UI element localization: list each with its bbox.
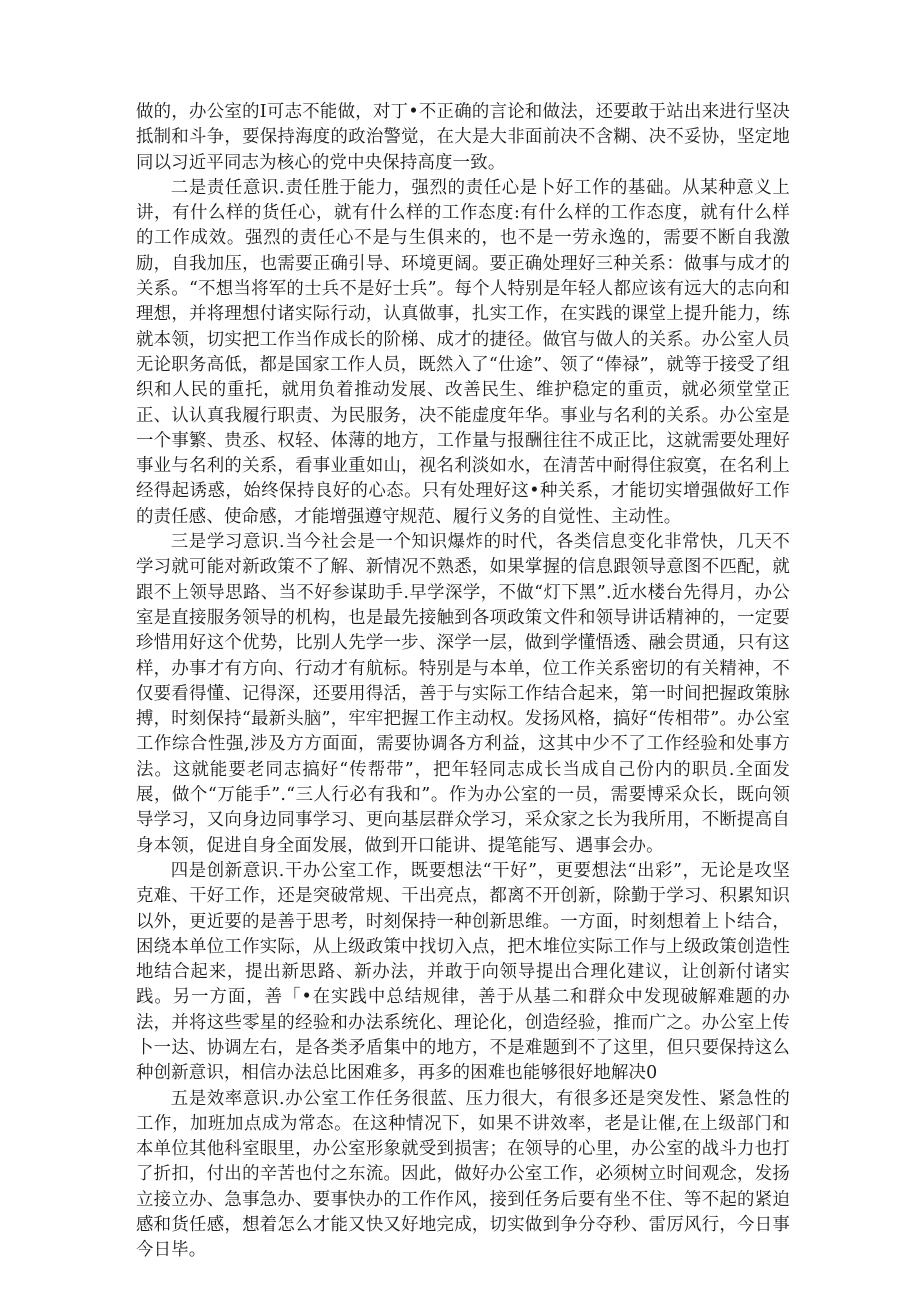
paragraph-continuation: 做的，办公室的I可志不能做，对丁•不正确的言论和做法，还要敢于站出来进行坚决抵制和斗争，要保持海度的政治警觉，在大是大非面前决不含糊、决不妥协，坚定地同以习近平同志为核心的党中央保持高度一致。 <box>136 102 790 173</box>
paragraph-learning: 三是学习意识.当今社会是一个知识爆炸的时代，各类信息变化非常快，几天不学习就可能对新政策不了解、新情况不熟悉，如果掌握的信息跟领导意图不匹配，就跟不上领导思路、当不好参谋助手.早学深学，不做“灯下黑”.近水楼台先得月，办公室是直接服务领导的机构，也是最先接触到各项政策文件和领导讲话精神的，一定要珍惜用好这个优势，比别人先学一步、深学一层，做到学懂悟透、融会贯通，只有这样，办事才有方向、行动才有航标。特别是与本单，位工作关系密切的有关精神，不仅要看得懂、记得深，还要用得活，善于与实际工作结合起来，第一时间把握政策脉搏，时刻保持“最新头脑”，牢牢把握工作主动权。发扬风格，搞好“传相带”。办公室工作综合性强,涉及方方面面，需要协调各方利益，这其中少不了工作经验和处事方法。这就能要老同志搞好“传帮带”，把年轻同志成长当成自己份内的职员.全面发展，做个“万能手”.“三人行必有我和”。作为办公室的一员，需要博采众长，既向领导学习，又向身边同事学习、更向基层群众学习，采众家之长为我所用，不断提高自身本领，促进自身全面发展，做到开口能讲、提笔能写、遇事会办。 <box>136 532 790 856</box>
paragraph-innovation: 四是创新意识.干办公室工作，既要想法“干好”，更要想法“出彩”，无论是攻坚克难、干好工作，还是突破常规、干出亮点，都离不开创新，除勤于学习、积累知识以外，更近要的是善于思考，时刻保持一种创新思维。一方面，时刻想着上卜结合，困绕本单位工作实际，从上级政策中找切入点，把木堆位实际工作与上级政策创造性地结合起来，提出新思路、新办法，并敢于向领导提出合理化建议，让创新付诸实践。另一方面，善「•在实践中总结规律，善于从基二和群众中发现破解难题的办法，并将这些零星的经验和办法系统化、理论化，创造经验，推而广之。办公室上传卜一达、协调左右，是各类矛盾集中的地方，不是难题到不了这里，但只要保持这么种创新意识，相信办法总比困难多，再多的困难也能够很好地解决0 <box>136 860 790 1084</box>
document-body <box>136 100 790 1264</box>
paragraph-efficiency: 五是效率意识.办公室工作任务很蓝、压力很大，有很多还是突发性、紧急性的工作，加班加点成为常态。在这种情况下，如果不讲效率，老是让催,在上级部门和本单位其他科室眼里，办公室形象就受到损害；在领导的心里，办公室的战斗力也打了折扣，付出的辛苦也付之东流。因此，做好办公室工作，必须树立时间观念，发扬立接立办、急事急办、要事快办的工作作风，接到任务后要有坐不住、等不起的紧迫感和货任感，想着怎么才能又快又好地完成，切实做到争分夺秒、雷厉风行，今日事今日毕。 <box>136 1088 790 1261</box>
paragraph-responsibility: 二是责任意识.责任胜于能力，强烈的责任心是卜好工作的基础。从某种意义上讲，有什么样的货任心，就有什么样的工作态度:有什么样的工作态度，就有什么样的工作成效。强烈的责任心不是与生俱来的，也不是一劳永逸的，需要不断自我激励，自我加压，也需要正确引导、环境更阔。要正确处理好三种关系：做事与成才的关系。“不想当将军的士兵不是好士兵”。每个人特别是年轻人都应该有远大的志向和理想，并将理想付诸实际行动，认真做事，扎实工作，在实践的课堂上提升能力，练就本领，切实把工作当作成长的阶梯、成才的捷径。做官与做人的关系。办公室人员无论职务高低，都是国家工作人员，既然入了“仕途”、领了“俸禄”，就等于接受了组织和人民的重托，就用负着推动发展、改善民生、维护稳定的重贡，就必须堂堂正正、认认真我履行职责、为民服务，决不能虚度年华。事业与名利的关系。办公室是一个事繁、贵丞、权轻、体薄的地方，工作量与报酬往往不成正比，这就需要处理好事业与名利的关系，看事业重如山，视名利淡如水，在清苦中耐得住寂寞，在名利上经得起诱惑，始终保持良好的心态。只有处理好这•种关系，才能切实增强做好工作的责任感、使命感，才能增强遵守规范、履行义务的自觉性、主动性。 <box>136 177 790 527</box>
